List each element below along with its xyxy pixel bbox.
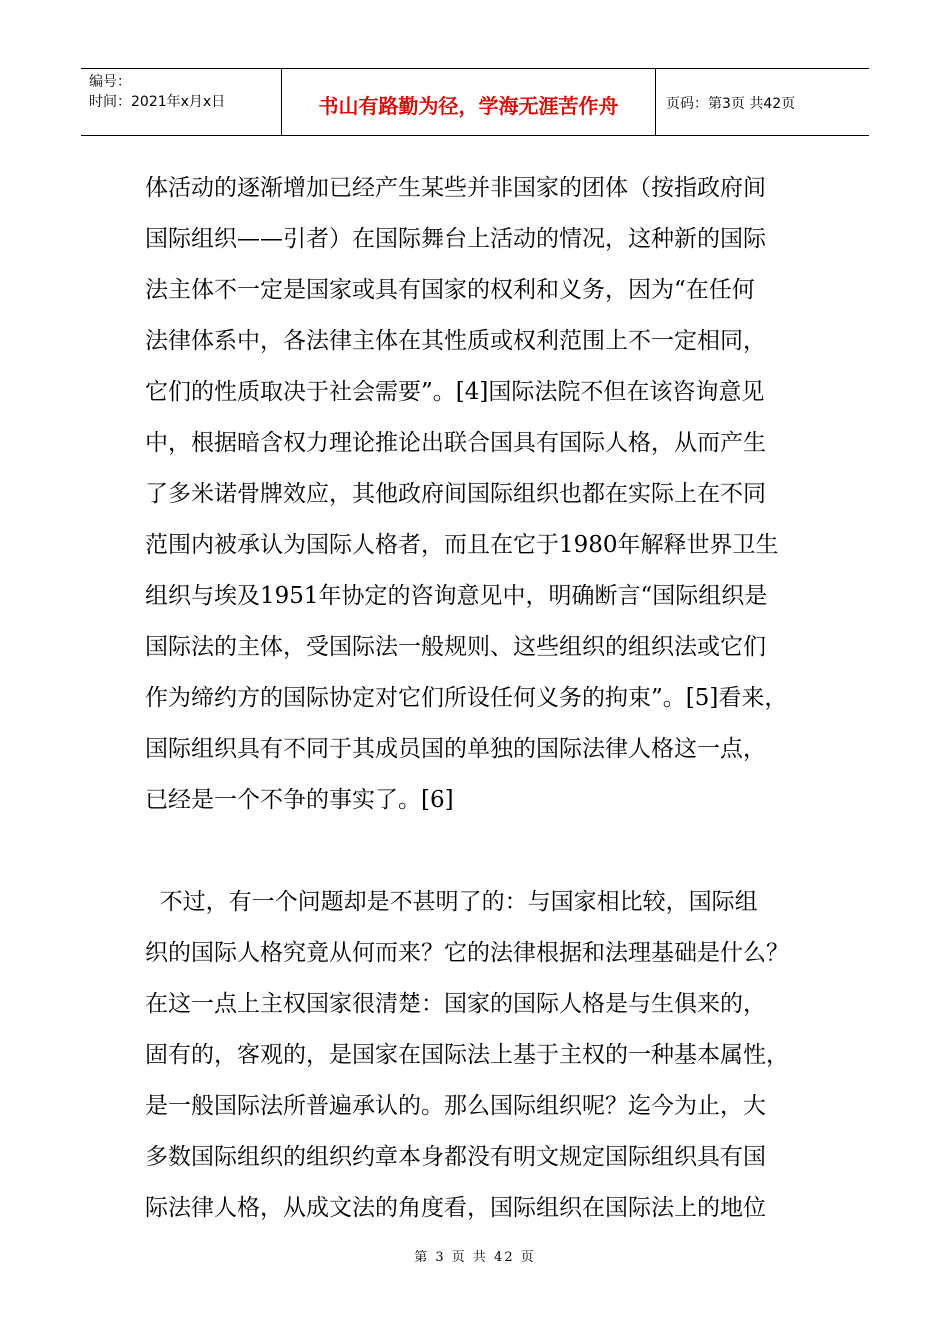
- page-header: [81, 68, 869, 136]
- text-line: 国际法的主体，受国际法一般规则、这些组织的组织法或它们: [145, 634, 766, 660]
- paragraph-1: [145, 163, 810, 826]
- text-line: 国际组织——引者）在国际舞台上活动的情况，这种新的国际: [145, 226, 766, 252]
- text-line: 际法律人格，从成文法的角度看，国际组织在国际法上的地位: [145, 1195, 766, 1221]
- text-line: 多数国际组织的组织约章本身都没有明文规定国际组织具有国: [145, 1144, 766, 1170]
- document-time-label: 时间：2021年x月x日: [89, 94, 226, 110]
- text-line: 国际组织具有不同于其成员国的单独的国际法律人格这一点，: [145, 736, 766, 762]
- header-page-code: 页码：第3页 共42页: [666, 96, 796, 112]
- text-line: 已经是一个不争的事实了。[6]: [145, 787, 454, 813]
- text-line: 是一般国际法所普遍承认的。那么国际组织呢？迄今为止，大: [145, 1093, 766, 1119]
- header-meta: [81, 69, 282, 135]
- text-line: 中，根据暗含权力理论推论出联合国具有国际人格，从而产生: [145, 430, 766, 456]
- text-line: 体活动的逐渐增加已经产生某些并非国家的团体（按指政府间: [145, 175, 766, 201]
- text-line: 不过，有一个问题却是不甚明了的：与国家相比较，国际组: [145, 889, 758, 915]
- text-line: 法主体不一定是国家或具有国家的权利和义务，因为“在任何: [145, 277, 755, 303]
- text-line: 它们的性质取决于社会需要”。[4]国际法院不但在该咨询意见: [145, 379, 765, 405]
- text-line: 在这一点上主权国家很清楚：国家的国际人格是与生俱来的，: [145, 991, 766, 1017]
- paragraph-2: [145, 877, 810, 1234]
- text-line: 了多米诺骨牌效应，其他政府间国际组织也都在实际上在不同: [145, 481, 766, 507]
- text-line: 固有的，客观的，是国家在国际法上基于主权的一种基本属性，: [145, 1042, 789, 1068]
- text-line: 法律体系中，各法律主体在其性质或权利范围上不一定相同，: [145, 328, 766, 354]
- text-line: 作为缔约方的国际协定对它们所设任何义务的拘束”。[5]看来，: [145, 685, 788, 711]
- document-number-label: 编号：: [89, 74, 131, 90]
- text-line: 范围内被承认为国际人格者，而且在它于1980年解释世界卫生: [145, 532, 779, 558]
- header-motto: 书山有路勤为径，学海无涯苦作舟: [282, 69, 656, 135]
- document-body: [145, 163, 810, 1234]
- text-line: 组织与埃及1951年协定的咨询意见中，明确断言“国际组织是: [145, 583, 768, 609]
- text-line: 织的国际人格究竟从何而来？它的法律根据和法理基础是什么？: [145, 940, 789, 966]
- page-footer: 第 3 页 共 42 页: [414, 1250, 536, 1265]
- paragraph-gap: [145, 826, 810, 877]
